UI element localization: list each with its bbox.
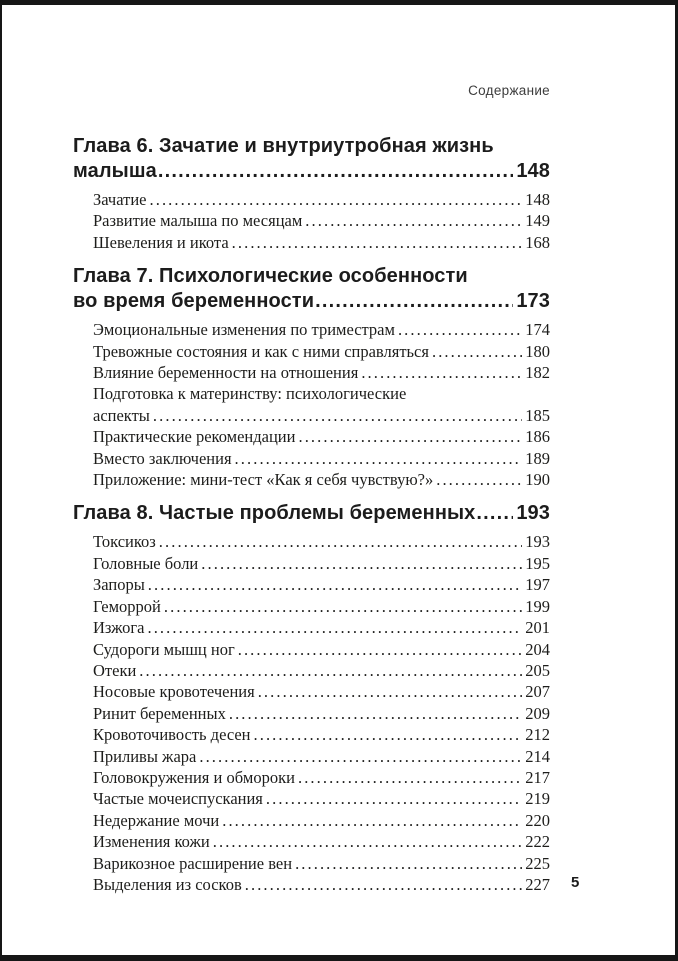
toc-entry: [93, 681, 550, 702]
toc-entry: [93, 639, 550, 660]
toc-entry: [93, 767, 550, 788]
entry-page-number: 205: [525, 660, 550, 680]
entry-leader: [361, 362, 522, 383]
entry-leader: [305, 210, 522, 231]
entry-page-number: 199: [525, 596, 550, 616]
toc-entry: [93, 341, 550, 362]
entry-page-number: 225: [525, 853, 550, 873]
entry-title: Недержание мочи: [93, 810, 220, 830]
entry-leader: [201, 553, 522, 574]
entry-leader: [199, 746, 522, 767]
chapter-heading: [73, 264, 550, 314]
toc-entry: [93, 596, 550, 617]
entry-page-number: 186: [525, 427, 550, 447]
entry-leader: [235, 448, 523, 469]
toc-entry: [93, 703, 550, 724]
entry-leader: [232, 232, 523, 253]
chapter-leader: [158, 159, 513, 184]
entry-leader: [298, 426, 522, 447]
chapter-leader: [476, 501, 513, 526]
entry-leader: [213, 831, 523, 852]
chapter-heading: [73, 134, 550, 184]
entry-page-number: 222: [525, 832, 550, 852]
entry-page-number: 193: [525, 532, 550, 552]
chapter-entries: [73, 319, 550, 490]
entry-page-number: 209: [525, 703, 550, 723]
toc-entry: [93, 383, 550, 426]
entry-title: Вместо заключения: [93, 448, 232, 468]
toc-entry: [93, 469, 550, 490]
entry-page-number: 227: [525, 874, 550, 894]
toc-entry: [93, 426, 550, 447]
chapter-title-line: Глава 7. Психологические особенности: [73, 265, 468, 288]
toc-entry: [93, 724, 550, 745]
chapter-title: Глава 8. Частые проблемы беременных: [73, 502, 476, 525]
toc-entry: [93, 810, 550, 831]
entry-title: Развитие малыша по месяцам: [93, 211, 303, 231]
entry-leader: [295, 853, 522, 874]
toc-entry: [93, 660, 550, 681]
entry-page-number: 190: [525, 470, 550, 490]
entry-title: Зачатие: [93, 190, 147, 209]
entry-title: Приложение: мини-тест «Как я себя чувствую?»: [93, 470, 434, 490]
toc-section: [73, 501, 550, 895]
toc-entry: [93, 362, 550, 383]
entry-page-number: 214: [525, 746, 550, 766]
toc-entry: [93, 874, 550, 895]
toc-section: [73, 134, 550, 253]
chapter-entries: [73, 189, 550, 253]
entry-leader: [238, 639, 523, 660]
toc-entry: [93, 746, 550, 767]
entry-leader: [432, 341, 522, 362]
toc-entry: [93, 788, 550, 809]
entry-page-number: 195: [525, 553, 550, 573]
entry-leader: [150, 189, 523, 210]
entry-page-number: 189: [525, 448, 550, 468]
chapter-title: во время беременности: [73, 290, 315, 313]
entry-leader: [258, 681, 523, 702]
toc-section: [73, 264, 550, 490]
entry-page-number: 182: [525, 363, 550, 383]
entry-title: Запоры: [93, 575, 145, 595]
entry-title: Ринит беременных: [93, 703, 226, 723]
entry-leader: [139, 660, 522, 681]
entry-title: Токсикоз: [93, 532, 156, 552]
entry-title: Головные боли: [93, 553, 199, 573]
running-header: Содержание: [468, 83, 550, 98]
entry-title: Судороги мышц ног: [93, 639, 235, 659]
toc-entry: [93, 189, 550, 210]
toc: [73, 134, 550, 895]
entry-page-number: 217: [525, 767, 550, 787]
toc-entry: [93, 448, 550, 469]
entry-title-line: Подготовка к материнству: психологические: [93, 384, 407, 404]
entry-leader: [436, 469, 522, 490]
entry-leader: [222, 810, 522, 831]
toc-entry: [93, 210, 550, 231]
entry-page-number: 168: [525, 232, 550, 252]
entry-title: Тревожные состояния и как с ними справляться: [93, 341, 429, 361]
entry-title: Носовые кровотечения: [93, 682, 255, 702]
entry-title: Отеки: [93, 660, 137, 680]
page-number-folio: 5: [571, 874, 580, 891]
entry-title: Выделения из сосков: [93, 874, 242, 894]
entry-leader: [229, 703, 522, 724]
chapter-leader: [315, 289, 513, 314]
entry-page-number: 201: [525, 618, 550, 638]
chapter-title-line: Глава 6. Зачатие и внутриутробная жизнь: [73, 135, 494, 157]
entry-title: Головокружения и обмороки: [93, 767, 295, 787]
entry-title: Приливы жара: [93, 746, 197, 766]
toc-entry: [93, 853, 550, 874]
entry-leader: [147, 617, 522, 638]
toc-entry: [93, 831, 550, 852]
toc-entry: [93, 553, 550, 574]
entry-title: Практические рекомендации: [93, 427, 296, 447]
toc-entry: [93, 531, 550, 552]
entry-page-number: 180: [525, 341, 550, 361]
entry-title: Изжога: [93, 618, 145, 638]
entry-leader: [298, 767, 522, 788]
entry-title: Геморрой: [93, 596, 161, 616]
entry-page-number: 204: [525, 639, 550, 659]
entry-leader: [254, 724, 523, 745]
entry-page-number: 220: [525, 810, 550, 830]
entry-page-number: 219: [525, 789, 550, 809]
entry-title: Изменения кожи: [93, 832, 210, 852]
toc-entry: [93, 617, 550, 638]
entry-title: Шевеления и икота: [93, 232, 229, 252]
entry-page-number: 174: [525, 320, 550, 340]
entry-leader: [164, 596, 522, 617]
entry-title: Частые мочеиспускания: [93, 789, 263, 809]
entry-title: Варикозное расширение вен: [93, 853, 293, 873]
toc-entry: [93, 574, 550, 595]
entry-leader: [148, 574, 522, 595]
entry-page-number: 185: [525, 405, 550, 425]
chapter-page-number: 148: [516, 160, 550, 182]
entry-title: Кровоточивость десен: [93, 725, 251, 745]
toc-entry: [93, 319, 550, 340]
chapter-page-number: 173: [516, 290, 550, 313]
entry-page-number: 149: [525, 211, 550, 231]
entry-page-number: 197: [525, 575, 550, 595]
entry-page-number: 207: [525, 682, 550, 702]
chapter-heading: [73, 501, 550, 526]
chapter-title: малыша: [73, 160, 157, 182]
entry-page-number: 148: [525, 190, 550, 209]
entry-title: Влияние беременности на отношения: [93, 363, 359, 383]
entry-title: аспекты: [93, 405, 150, 425]
chapter-page-number: 193: [516, 502, 550, 525]
toc-entry: [93, 232, 550, 253]
entry-page-number: 212: [525, 725, 550, 745]
entry-title: Эмоциональные изменения по триместрам: [93, 320, 395, 340]
entry-leader: [153, 405, 522, 426]
entry-leader: [159, 531, 522, 552]
entry-leader: [266, 788, 522, 809]
entry-leader: [398, 319, 522, 340]
entry-leader: [245, 874, 523, 895]
chapter-entries: [73, 531, 550, 895]
